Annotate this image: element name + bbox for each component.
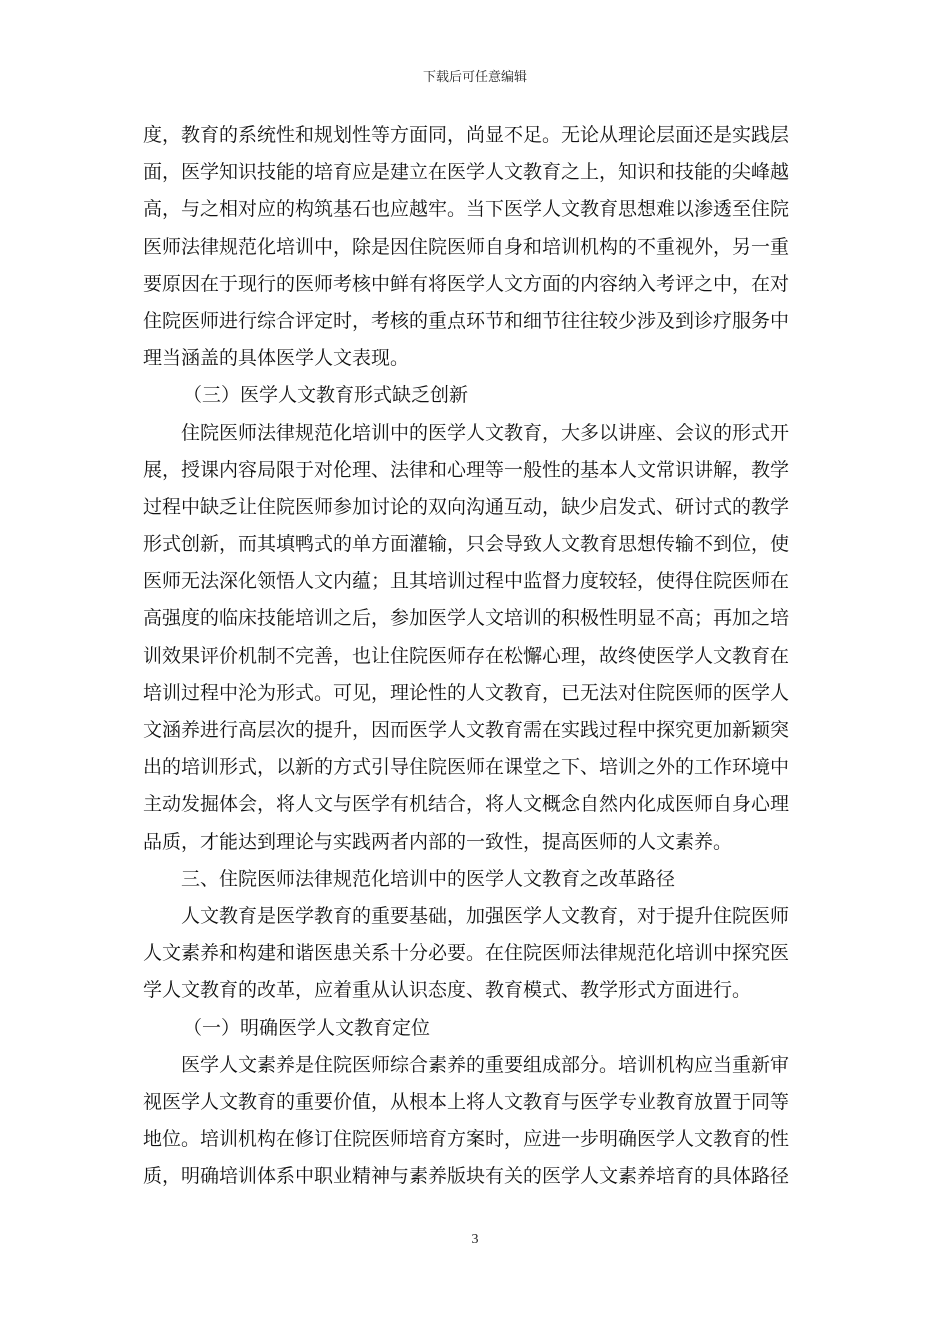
text-line: 展，授课内容局限于对伦理、法律和心理等一般性的基本人文常识讲解，教学 [143,458,790,481]
text-line: 医师无法深化领悟人文内蕴；且其培训过程中监督力度较轻，使得住院医师在 [143,570,790,593]
section-heading: 三、住院医师法律规范化培训中的医学人文教育之改革路径 [181,867,676,890]
text-line: 住院医师进行综合评定时，考核的重点环节和细节往往较少涉及到诊疗服务中 [143,309,790,332]
text-line: 质，明确培训体系中职业精神与素养版块有关的医学人文素养培育的具体路径 [143,1165,790,1188]
text-line: 人文素养和构建和谐医患关系十分必要。在住院医师法律规范化培训中探究医 [143,942,790,965]
text-line: 理当涵盖的具体医学人文表现。 [143,347,410,370]
page-number: 3 [471,1232,479,1247]
text-line: 面，医学知识技能的培育应是建立在医学人文教育之上，知识和技能的尖峰越 [143,161,790,184]
text-line: 品质，才能达到理论与实践两者内部的一致性，提高医师的人文素养。 [143,830,733,853]
text-line: 视医学人文教育的重要价值，从根本上将人文教育与医学专业教育放置于同等 [143,1090,790,1113]
text-line: 培训过程中沦为形式。可见，理论性的人文教育，已无法对住院医师的医学人 [143,681,790,704]
text-line: 高，与之相对应的构筑基石也应越牢。当下医学人文教育思想难以渗透至住院 [143,198,790,221]
section-heading: （一）明确医学人文教育定位 [183,1016,431,1039]
text-line: 地位。培训机构在修订住院医师培育方案时，应进一步明确医学人文教育的性 [143,1128,790,1151]
page-header: 下载后可任意编辑 [422,70,527,85]
text-line: 主动发掘体会，将人文与医学有机结合，将人文概念自然内化成医师自身心理 [143,793,790,816]
text-line: 出的培训形式，以新的方式引导住院医师在课堂之下、培训之外的工作环境中 [143,756,790,779]
text-line: 住院医师法律规范化培训中的医学人文教育，大多以讲座、会议的形式开 [181,421,790,444]
text-line: 文涵养进行高层次的提升，因而医学人文教育需在实践过程中探究更加新颖突 [143,719,790,741]
section-heading: （三）医学人文教育形式缺乏创新 [183,384,469,407]
text-line: 形式创新，而其填鸭式的单方面灌输，只会导致人文教育思想传输不到位，使 [143,533,790,556]
text-line: 学人文教育的改革，应着重从认识态度、教育模式、教学形式方面进行。 [143,979,752,1002]
text-line: 训效果评价机制不完善，也让住院医师存在松懈心理，故终使医学人文教育在 [143,644,790,667]
text-line: 过程中缺乏让住院医师参加讨论的双向沟通互动，缺少启发式、研讨式的教学 [143,495,790,518]
text-line: 要原因在于现行的医师考核中鲜有将医学人文方面的内容纳入考评之中，在对 [143,272,790,295]
text-line: 医学人文素养是住院医师综合素养的重要组成部分。培训机构应当重新审 [181,1053,790,1076]
text-line: 人文教育是医学教育的重要基础，加强医学人文教育，对于提升住院医师 [181,904,790,927]
text-line: 医师法律规范化培训中，除是因住院医师自身和培训机构的不重视外，另一重 [143,235,790,258]
text-line: 高强度的临床技能培训之后，参加医学人文培训的积极性明显不高；再加之培 [143,607,790,630]
body-text [143,117,805,1195]
text-line: 度，教育的系统性和规划性等方面同，尚显不足。无论从理论层面还是实践层 [143,124,790,146]
